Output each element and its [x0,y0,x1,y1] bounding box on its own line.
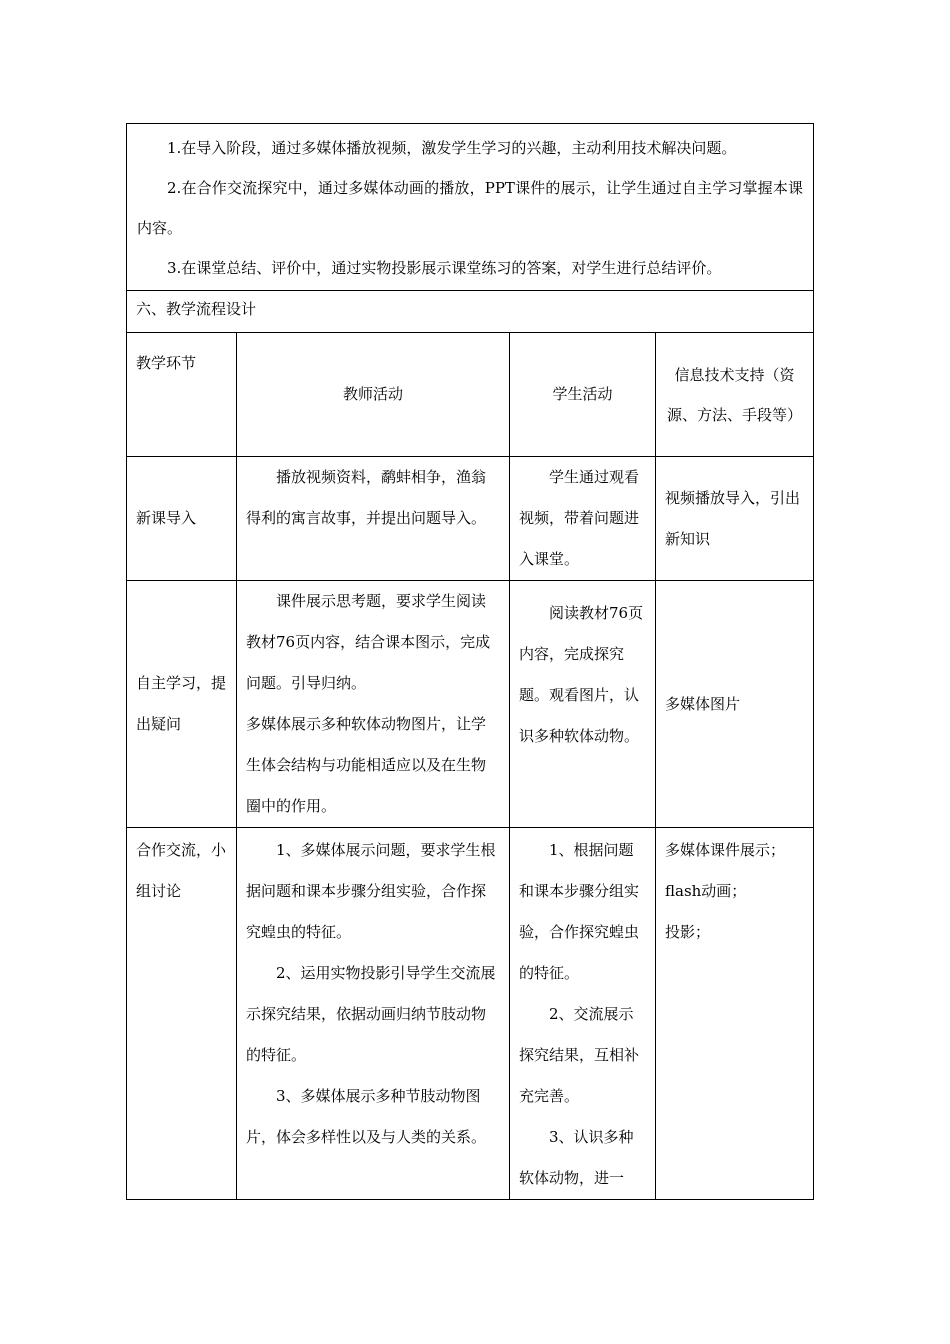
header-teacher: 教师活动 [237,333,510,457]
row3-tech-l3: 投影； [665,923,711,941]
intro-item-1: 1.在导入阶段，通过多媒体播放视频，激发学生学习的兴趣，主动利用技术解决问题。 [167,139,737,157]
row3-student-p3: 3、认识多种软体动物，进一 [519,1128,634,1187]
row3-tech-l2: flash动画； [665,882,747,900]
row3-student-p2: 2、交流展示探究结果，互相补充完善。 [519,1005,640,1105]
row1-teacher [237,457,510,581]
table-row [127,828,814,1200]
table-row [127,457,814,581]
row3-tech [656,828,814,1200]
header-row [127,333,814,457]
row3-teacher-p1: 1、多媒体展示问题，要求学生根据问题和课本步骤分组实验，合作探究蝗虫的特征。 [246,841,496,941]
header-stage: 教学环节 [127,333,237,457]
row2-teacher [237,581,510,828]
header-student: 学生活动 [510,333,656,457]
row2-teacher-p1: 课件展示思考题，要求学生阅读教材76页内容，结合课本图示，完成问题。引导归纳。 [246,592,491,692]
row2-teacher-p2: 多媒体展示多种软体动物图片，让学生体会结构与功能相适应以及在生物圈中的作用。 [246,715,487,815]
row1-student [510,457,656,581]
row2-student [510,581,656,828]
intro-cell [127,124,814,291]
intro-item-2: 2.在合作交流探究中，通过多媒体动画的播放，PPT课件的展示，让学生通过自主学习掌握本课内容。 [137,179,804,237]
row2-stage: 自主学习，提出疑问 [127,581,237,828]
row3-tech-l1: 多媒体课件展示； [665,841,786,859]
row1-teacher-text: 播放视频资料，鹬蚌相争，渔翁得利的寓言故事，并提出问题导入。 [246,468,487,527]
row3-stage: 合作交流，小组讨论 [127,828,237,1200]
section-row [127,291,814,333]
row3-teacher [237,828,510,1200]
row2-tech: 多媒体图片 [656,581,814,828]
row1-stage: 新课导入 [127,457,237,581]
section-title: 六、教学流程设计 [127,291,814,333]
row3-teacher-p3: 3、多媒体展示多种节肢动物图片，体会多样性以及与人类的关系。 [246,1087,487,1146]
table-row [127,581,814,828]
row2-student-text: 阅读教材76页内容，完成探究题。观看图片，认识多种软体动物。 [519,604,644,745]
header-tech: 信息技术支持（资源、方法、手段等） [656,333,814,457]
row1-tech: 视频播放导入，引出新知识 [656,457,814,581]
lesson-plan-table [126,123,814,1200]
row3-student-p1: 1、根据问题和课本步骤分组实验，合作探究蝗虫的特征。 [519,841,640,982]
row3-teacher-p2: 2、运用实物投影引导学生交流展示探究结果，依据动画归纳节肢动物的特征。 [246,964,496,1064]
row1-student-text: 学生通过观看视频，带着问题进入课堂。 [519,468,640,568]
row3-student [510,828,656,1200]
intro-item-3: 3.在课堂总结、评价中，通过实物投影展示课堂练习的答案，对学生进行总结评价。 [167,259,722,277]
intro-row [127,124,814,291]
